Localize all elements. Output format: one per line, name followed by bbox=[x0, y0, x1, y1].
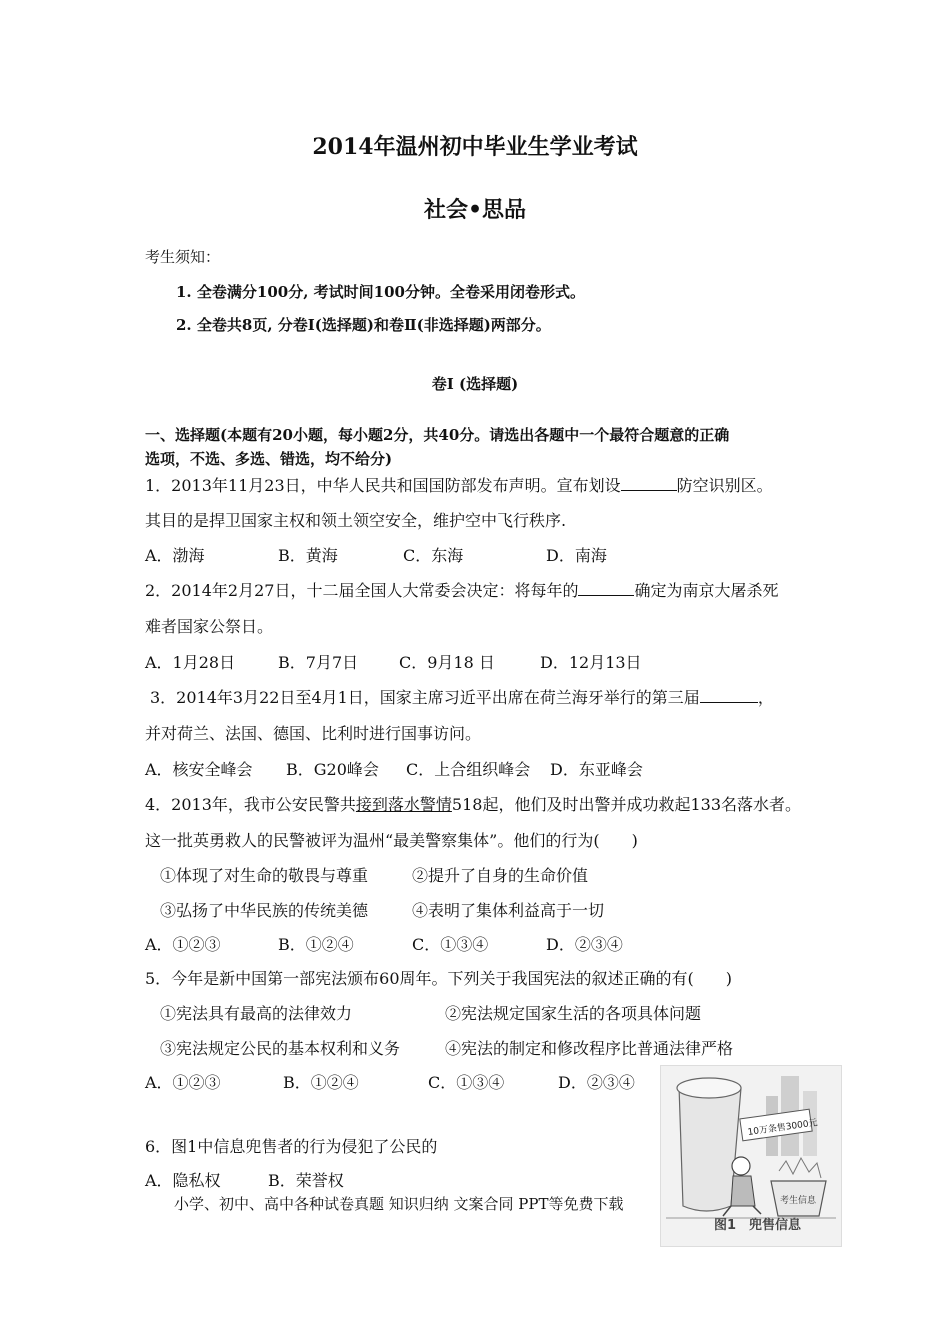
section-title: 卷Ⅰ (选择题) bbox=[431, 375, 519, 393]
question-1-option-a: A．渤海 bbox=[145, 546, 205, 565]
question-4-option-a: A．①②③ bbox=[145, 935, 221, 954]
question-5-statement-3: ③宪法规定公民的基本权利和义务 bbox=[160, 1039, 401, 1058]
question-1-option-c: C．东海 bbox=[403, 546, 464, 565]
question-6-option-b: B．荣誉权 bbox=[268, 1171, 344, 1190]
question-2-option-c: C．9月18 日 bbox=[399, 653, 495, 672]
question-4-text: 这一批英勇救人的民警被评为温州“最美警察集体”。他们的行为( ) bbox=[145, 831, 638, 850]
question-text: 确定为南京大屠杀死 bbox=[634, 581, 779, 600]
answer-blank bbox=[700, 688, 758, 703]
question-4-option-b: B．①②④ bbox=[278, 935, 354, 954]
question-text: 1．2013年11月23日，中华人民共和国国防部发布声明。宣布划设 bbox=[145, 476, 621, 495]
notice-heading: 考生须知： bbox=[145, 248, 221, 266]
section-instruction: 一、选择题(本题有20小题，每小题2分，共40分。请选出各题中一个最符合题意的正确 bbox=[145, 426, 730, 444]
question-3-text: 并对荷兰、法国、德国、比利时进行国事访问。 bbox=[145, 724, 482, 743]
figure-sign-text: 10万条售3000元 bbox=[747, 1118, 819, 1138]
question-5-statement-2: ②宪法规定国家生活的各项具体问题 bbox=[445, 1004, 702, 1023]
question-3-option-b: B．G20峰会 bbox=[286, 760, 379, 779]
footer-download-note: 小学、初中、高中各种试卷真题 知识归纳 文案合同 PPT等免费下载 bbox=[174, 1195, 624, 1213]
question-text: 3．2014年3月22日至4月1日，国家主席习近平出席在荷兰海牙举行的第三届 bbox=[150, 688, 700, 707]
question-4-option-c: C．①③④ bbox=[412, 935, 489, 954]
question-3-option-d: D．东亚峰会 bbox=[550, 760, 643, 779]
page-title: 2014年温州初中毕业生学业考试 bbox=[312, 134, 638, 160]
question-4-stem bbox=[145, 792, 801, 815]
question-6-option-a: A．隐私权 bbox=[145, 1171, 221, 1190]
question-5-statement-4: ④宪法的制定和修改程序比普通法律严格 bbox=[445, 1039, 734, 1058]
question-text: 518起，他们及时出警并成功救起133名落水者。 bbox=[451, 795, 802, 814]
question-2-stem bbox=[145, 578, 778, 601]
question-5-stem: 5．今年是新中国第一部宪法颁布60周年。下列关于我国宪法的叙述正确的有( ) bbox=[145, 969, 733, 988]
question-5-option-a: A．①②③ bbox=[145, 1073, 221, 1092]
notice-item: 1. 全卷满分100分, 考试时间100分钟。全卷采用闭卷形式。 bbox=[176, 283, 585, 301]
question-3-option-a: A．核安全峰会 bbox=[145, 760, 253, 779]
question-1-option-b: B．黄海 bbox=[278, 546, 338, 565]
question-1-option-d: D．南海 bbox=[546, 546, 607, 565]
question-text: 2．2014年2月27日，十二届全国人大常委会决定：将每年的 bbox=[145, 581, 579, 600]
page-subtitle: 社会•思品 bbox=[423, 197, 527, 223]
answer-blank bbox=[621, 476, 677, 491]
question-2-option-b: B．7月7日 bbox=[278, 653, 359, 672]
question-3-option-c: C．上合组织峰会 bbox=[406, 760, 531, 779]
question-4-statement-3: ③弘扬了中华民族的传统美德 bbox=[160, 901, 369, 920]
question-2-option-a: A．1月28日 bbox=[145, 653, 236, 672]
question-3-stem bbox=[150, 685, 774, 708]
question-5-option-d: D．②③④ bbox=[558, 1073, 635, 1092]
figure-1-caption: 图1 兜售信息 bbox=[714, 1218, 802, 1233]
answer-blank bbox=[578, 581, 634, 596]
underlined-text: 接到落水警情 bbox=[355, 795, 452, 814]
question-4-statement-1: ①体现了对生命的敬畏与尊重 bbox=[160, 866, 369, 885]
question-4-statement-4: ④表明了集体利益高于一切 bbox=[412, 901, 605, 920]
notice-item: 2. 全卷共8页, 分卷Ⅰ(选择题)和卷Ⅱ(非选择题)两部分。 bbox=[176, 316, 551, 334]
question-4-statement-2: ②提升了自身的生命价值 bbox=[412, 866, 589, 885]
question-4-option-d: D．②③④ bbox=[546, 935, 623, 954]
question-text: ， bbox=[757, 688, 774, 707]
question-1-stem bbox=[145, 473, 773, 496]
question-2-text: 难者国家公祭日。 bbox=[145, 617, 274, 636]
question-6-stem: 6．图1中信息兜售者的行为侵犯了公民的 bbox=[145, 1137, 438, 1156]
question-text: 防空识别区。 bbox=[676, 476, 773, 495]
question-5-option-c: C．①③④ bbox=[428, 1073, 505, 1092]
figure-basket-text: 考生信息 bbox=[780, 1196, 817, 1206]
question-5-option-b: B．①②④ bbox=[283, 1073, 359, 1092]
question-2-option-d: D．12月13日 bbox=[540, 653, 642, 672]
question-text: 4．2013年，我市公安民警共 bbox=[145, 795, 356, 814]
question-1-text: 其目的是捍卫国家主权和领土领空安全，维护空中飞行秩序. bbox=[145, 511, 567, 530]
question-5-statement-1: ①宪法具有最高的法律效力 bbox=[160, 1004, 353, 1023]
section-instruction: 选项，不选、多选、错选，均不给分) bbox=[145, 450, 393, 468]
